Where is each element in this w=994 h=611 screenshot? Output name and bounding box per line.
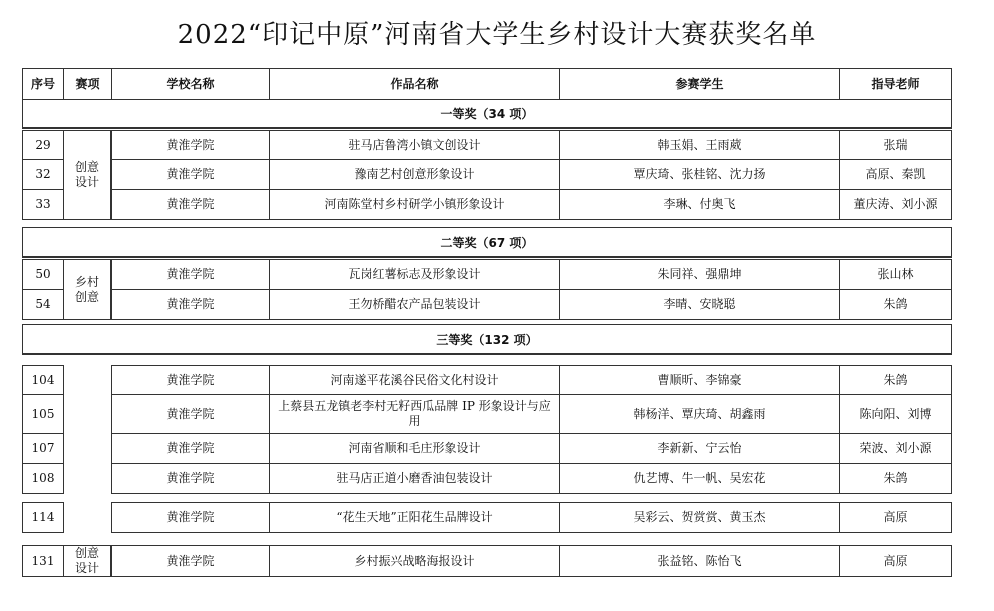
cell-work: 乡村振兴战略海报设计 [269, 545, 560, 577]
cell-school: 黄淮学院 [111, 189, 270, 220]
cell-school: 黄淮学院 [111, 545, 270, 577]
cell-advisor: 高原 [839, 545, 952, 577]
table-row [22, 159, 952, 190]
cell-no: 32 [22, 159, 64, 190]
table-row [22, 433, 952, 464]
cell-work: 上蔡县五龙镇老李村无籽西瓜品牌 IP 形象设计与应用 [269, 394, 560, 434]
col-header-no: 序号 [22, 68, 64, 100]
category-cell: 创意设计 [63, 545, 111, 577]
table-row [22, 502, 952, 533]
col-header-category: 赛项 [63, 68, 112, 100]
cell-work: 驻马店正道小磨香油包装设计 [269, 463, 560, 494]
section-header-first-prize: 一等奖（34 项） [22, 99, 952, 129]
cell-school: 黄淮学院 [111, 259, 270, 290]
cell-students: 韩杨洋、覃庆琦、胡鑫雨 [559, 394, 840, 434]
cell-advisor: 董庆涛、刘小源 [839, 189, 952, 220]
table-row [22, 189, 952, 220]
cell-no: 50 [22, 259, 64, 290]
cell-advisor: 朱鸽 [839, 463, 952, 494]
cell-no: 104 [22, 365, 64, 395]
cell-no: 33 [22, 189, 64, 220]
cell-students: 李琳、付奥飞 [559, 189, 840, 220]
section-header-third-prize: 三等奖（132 项） [22, 324, 952, 355]
section-header-second-prize: 二等奖（67 项） [22, 227, 952, 258]
cell-advisor: 张瑞 [839, 130, 952, 160]
cell-students: 张益铭、陈怡飞 [559, 545, 840, 577]
cell-no: 29 [22, 130, 64, 160]
cell-work: 王勿桥醋农产品包装设计 [269, 289, 560, 320]
cell-students: 曹顺昕、李锦豪 [559, 365, 840, 395]
cell-advisor: 高原 [839, 502, 952, 533]
table-row [22, 463, 952, 494]
cell-work: 河南省顺和毛庄形象设计 [269, 433, 560, 464]
cell-work: 瓦岗红薯标志及形象设计 [269, 259, 560, 290]
cell-work: 豫南艺村创意形象设计 [269, 159, 560, 190]
cell-work: 河南陈堂村乡村研学小镇形象设计 [269, 189, 560, 220]
cell-school: 黄淮学院 [111, 365, 270, 395]
cell-advisor: 高原、秦凯 [839, 159, 952, 190]
cell-school: 黄淮学院 [111, 130, 270, 160]
cell-school: 黄淮学院 [111, 463, 270, 494]
cell-advisor: 陈向阳、刘博 [839, 394, 952, 434]
cell-advisor: 朱鸽 [839, 289, 952, 320]
cell-advisor: 朱鸽 [839, 365, 952, 395]
cell-students: 朱同祥、强鼎坤 [559, 259, 840, 290]
cell-no: 114 [22, 502, 64, 533]
cell-no: 108 [22, 463, 64, 494]
cell-students: 覃庆琦、张桂铭、沈力扬 [559, 159, 840, 190]
cell-work: 河南遂平花溪谷民俗文化村设计 [269, 365, 560, 395]
page-title: 2022“印记中原”河南省大学生乡村设计大赛获奖名单 [177, 20, 817, 50]
cell-advisor: 荣波、刘小源 [839, 433, 952, 464]
cell-work: 驻马店鲁湾小镇文创设计 [269, 130, 560, 160]
table-row [22, 259, 952, 290]
cell-school: 黄淮学院 [111, 394, 270, 434]
cell-school: 黄淮学院 [111, 433, 270, 464]
cell-no: 54 [22, 289, 64, 320]
table-row [22, 365, 952, 395]
table-header [22, 68, 952, 100]
col-header-school: 学校名称 [111, 68, 270, 100]
cell-students: 韩玉娟、王雨葳 [559, 130, 840, 160]
col-header-advisor: 指导老师 [839, 68, 952, 100]
cell-no: 105 [22, 394, 64, 434]
table-row [22, 289, 952, 320]
cell-school: 黄淮学院 [111, 159, 270, 190]
cell-advisor: 张山林 [839, 259, 952, 290]
table-row [22, 130, 952, 160]
cell-students: 吴彩云、贺赏赏、黄玉杰 [559, 502, 840, 533]
cell-no: 131 [22, 545, 64, 577]
cell-work: “花生天地”正阳花生品牌设计 [269, 502, 560, 533]
cell-school: 黄淮学院 [111, 502, 270, 533]
cell-students: 仇艺博、牛一帆、吴宏花 [559, 463, 840, 494]
cell-students: 李新新、宁云怡 [559, 433, 840, 464]
cell-students: 李晴、安晓聪 [559, 289, 840, 320]
table-row [22, 394, 952, 434]
col-header-work: 作品名称 [269, 68, 560, 100]
cell-school: 黄淮学院 [111, 289, 270, 320]
category-cell: 乡村创意 [63, 259, 111, 320]
cell-no: 107 [22, 433, 64, 464]
col-header-students: 参赛学生 [559, 68, 840, 100]
table-row [22, 545, 952, 577]
category-cell: 创意设计 [63, 130, 111, 220]
